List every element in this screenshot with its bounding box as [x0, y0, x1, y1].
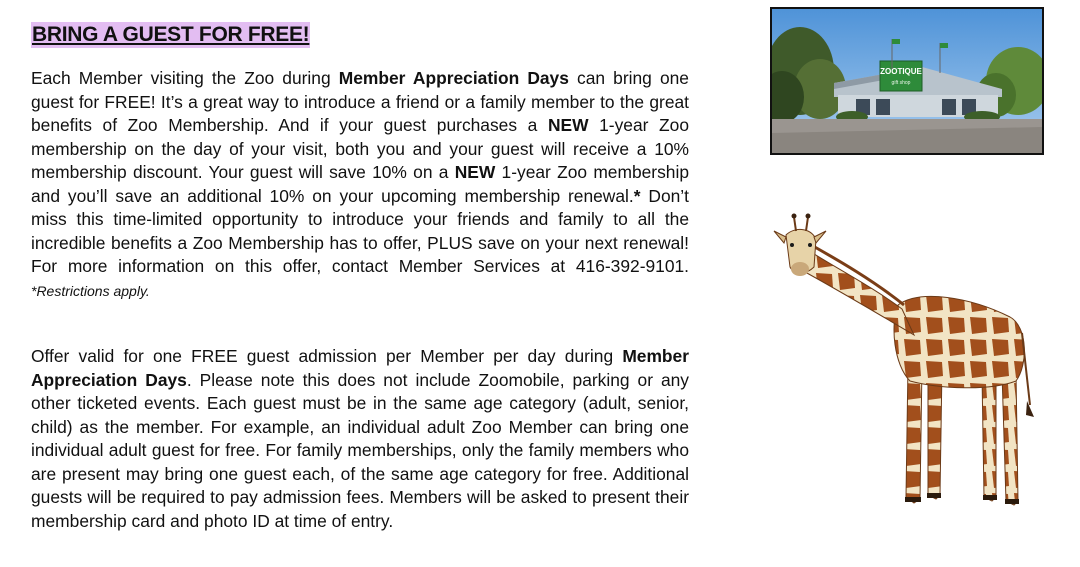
- text-span: Offer valid for one FREE guest admission per Member per day during: [31, 346, 623, 366]
- bold-term: *: [633, 185, 641, 206]
- bold-term: NEW: [547, 115, 589, 135]
- text-span: . Please note this does not include Zoomobile, parking or any other ticketed events. Each guest must be in the same age category (adult, senior, child) as the member. For example, an individual adult Zoo Member can bring one individual adult guest for free. For family memberships, only the family members who are present may bring one guest each, of the same age category for free. Additional guests will be required to pay admission fees. Members will be asked to present their membership card and photo ID at time of entry.: [31, 369, 690, 531]
- bold-term: NEW: [454, 162, 496, 182]
- text-span: 1-year Zoo membership and you’ll save an additional 10% on your upcoming membership renewal.: [31, 162, 689, 206]
- bold-term: Member Appreciation Days: [31, 346, 689, 390]
- zootique-building-image: [772, 9, 1042, 153]
- text-span: Each Member visiting the Zoo during: [31, 68, 339, 88]
- bold-term: Member Appreciation Days: [338, 68, 569, 88]
- page-heading: BRING A GUEST FOR FREE!: [32, 23, 310, 46]
- intro-paragraph: [31, 67, 689, 303]
- sign-subtext: gift shop: [891, 80, 911, 86]
- text-span: Don’t miss this time-limited opportunity to introduce your friends and family to all the incredible benefits a Zoo Membership has to offer, PLUS save on your next renewal! For more information on this offer, contact Member Services at 416-392-9101.: [31, 185, 690, 276]
- giraffe-image: [770, 205, 1040, 520]
- terms-paragraph: [31, 345, 689, 533]
- zootique-photo: [770, 7, 1044, 155]
- text-span: 1-year Zoo membership on the day of your visit, both you and your guest will receive a 10% membership discount. Your guest will save 10% on a: [31, 115, 689, 182]
- sign-text: ZOOTIQUE: [880, 67, 922, 76]
- restrictions-note: *Restrictions apply.: [31, 282, 150, 299]
- giraffe-illustration: [770, 205, 1040, 515]
- text-span: can bring one guest for FREE! It’s a great way to introduce a friend or a family member to the great benefits of Zoo Membership. And if your guest purchases a: [31, 68, 689, 135]
